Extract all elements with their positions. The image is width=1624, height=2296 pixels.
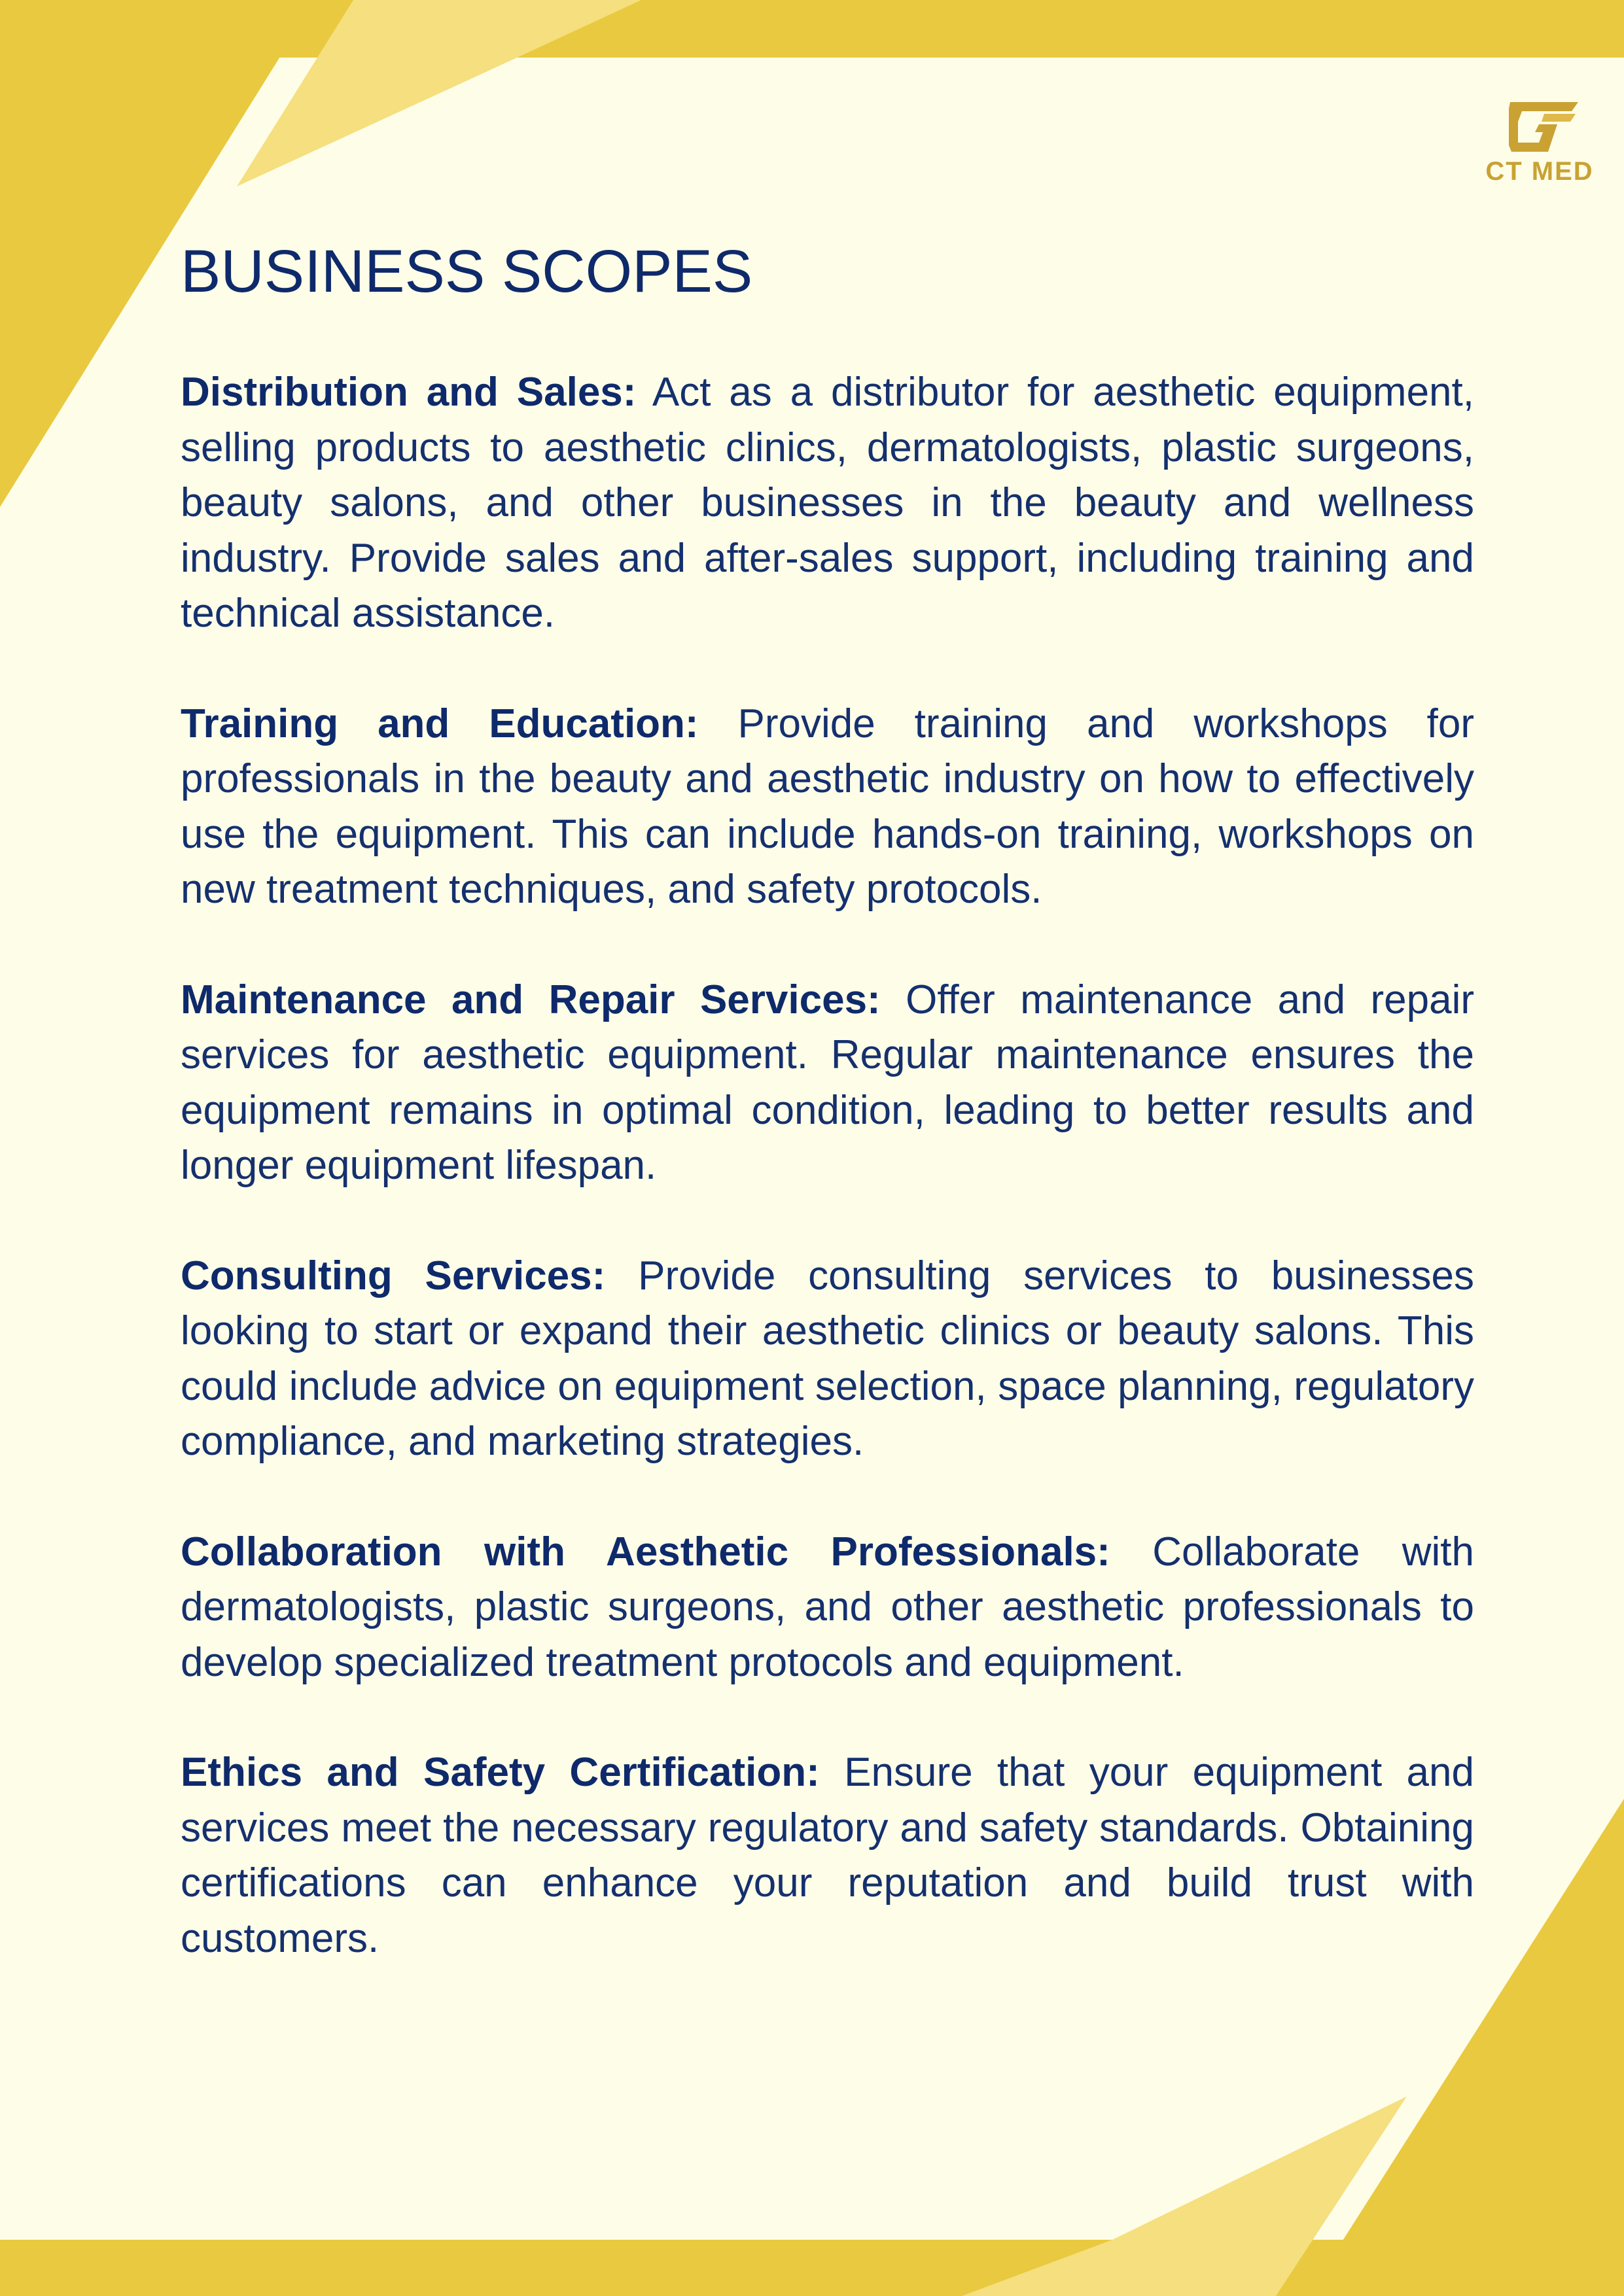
logo-text: CT MED [1485, 157, 1594, 186]
section-heading: Maintenance and Repair Services: [181, 977, 881, 1022]
section-body: Act as a distributor for aesthetic equipment, selling products to aesthetic clinics, dermatologists, plastic surgeons, beauty salons, and other businesses in the beauty and wellness industry. Provide sales and after-sales support, including training and technical assistance. [181, 370, 1474, 636]
business-scopes-list [181, 365, 1474, 2021]
section-collaboration-with-professionals [181, 1525, 1474, 1691]
brand-logo [1477, 99, 1602, 191]
section-heading: Consulting Services: [181, 1253, 606, 1298]
section-body: Ensure that your equipment and services meet the necessary regulatory and safety standards. Obtaining certifications can enhance your reputation and build trust with customers. [181, 1750, 1474, 1961]
section-distribution-and-sales [181, 365, 1474, 642]
section-body: Offer maintenance and repair services for aesthetic equipment. Regular maintenance ensures the equipment remains in optimal condition, leading to better results and longer equipment lifespan. [181, 977, 1474, 1188]
section-heading: Distribution and Sales: [181, 370, 637, 415]
page-title: BUSINESS SCOPES [181, 238, 753, 305]
section-body: Provide consulting services to businesses looking to start or expand their aesthetic clinics or beauty salons. This could include advice on equipment selection, space planning, regulatory compliance, and marketing strategies. [181, 1253, 1474, 1464]
section-training-and-education [181, 697, 1474, 918]
section-consulting-services [181, 1249, 1474, 1470]
section-ethics-and-safety-certification [181, 1745, 1474, 1966]
section-body: Provide training and workshops for professionals in the beauty and aesthetic industry on how to effectively use the equipment. This can include hands-on training, workshops on new treatment techniques, and safety protocols. [181, 701, 1474, 912]
section-maintenance-and-repair [181, 973, 1474, 1194]
section-heading: Ethics and Safety Certification: [181, 1750, 820, 1795]
section-heading: Collaboration with Aesthetic Professionals: [181, 1529, 1110, 1574]
section-heading: Training and Education: [181, 701, 699, 746]
section-body: Collaborate with dermatologists, plastic surgeons, and other aesthetic professionals to develop specialized treatment protocols and equipment. [181, 1529, 1474, 1685]
ct-med-logo-icon [1505, 99, 1583, 154]
